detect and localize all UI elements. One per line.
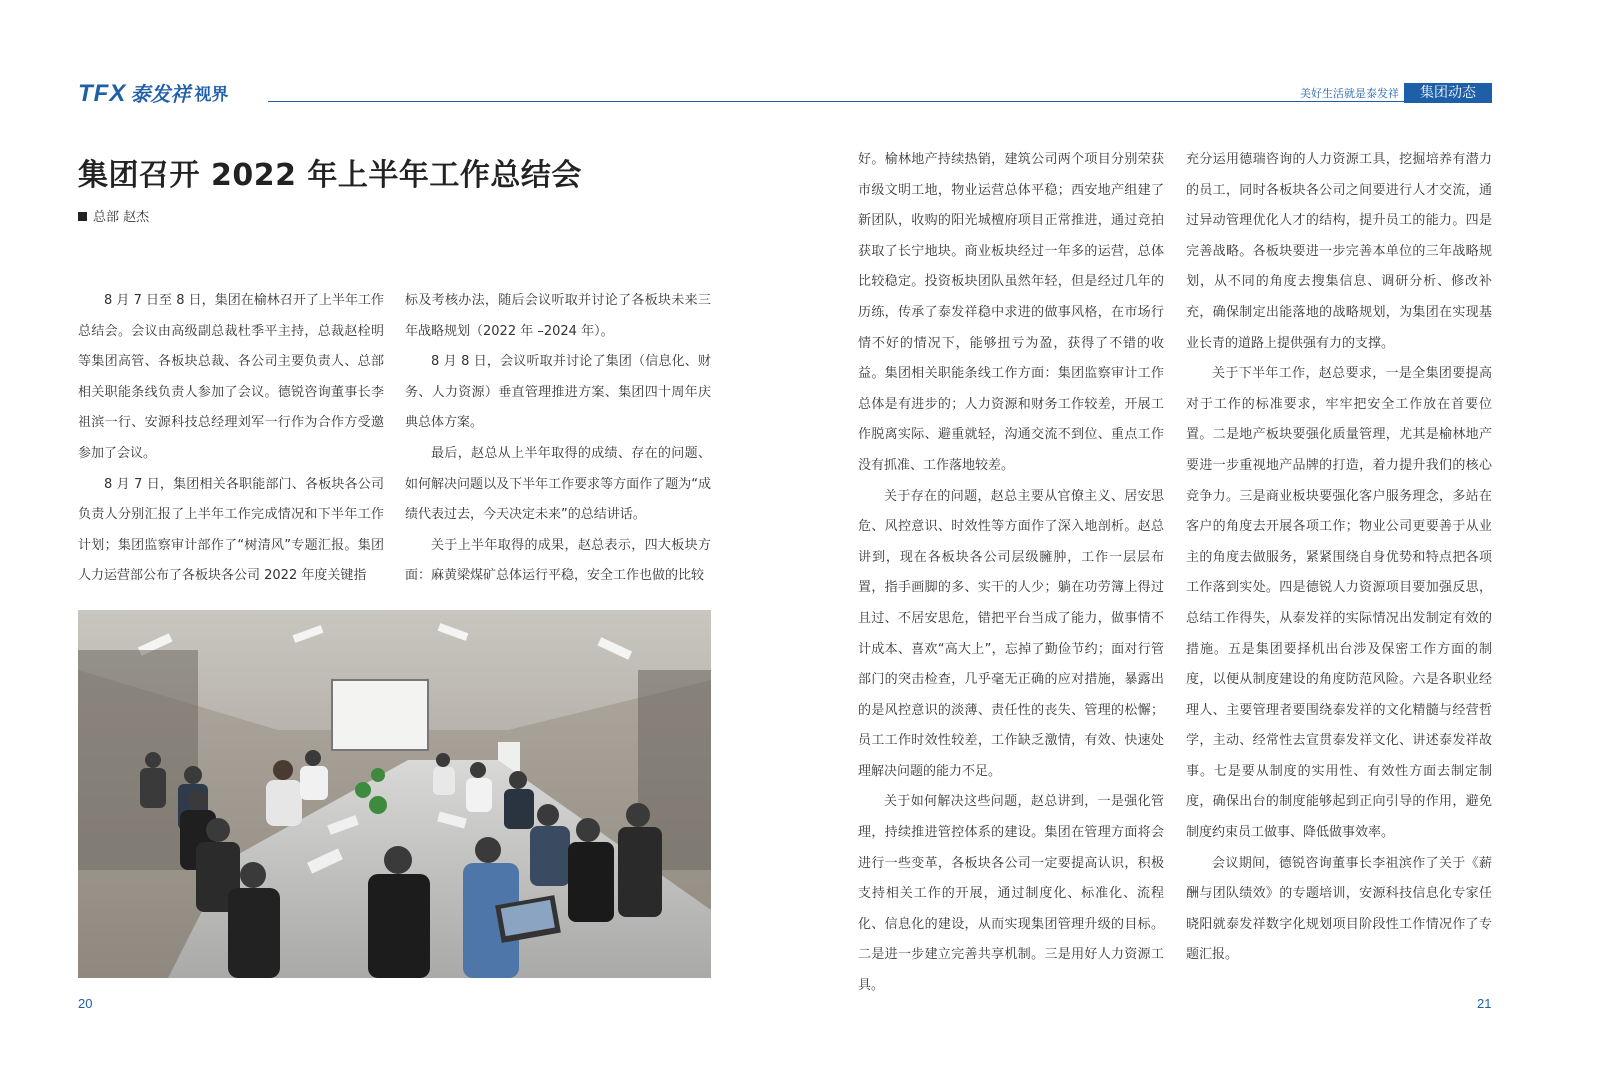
paragraph: 最后，赵总从上半年取得的成绩、存在的问题、如何解决问题以及下半年工作要求等方面作了题为“成绩代表过去，今天决定未来”的总结讲话。	[405, 445, 711, 523]
logo-tfx-text: TFX	[78, 80, 127, 107]
paragraph: 8 月 7 日至 8 日，集团在榆林召开了上半年工作总结会。会议由高级副总裁杜季平主持，总裁赵栓明等集团高管、各板块总裁、各公司主要负责人、总部相关职能条线负责人参加了会议。德锐咨询董事长李祖滨一行、安源科技总经理刘军一行作为合作方受邀参加了会议。	[78, 293, 384, 461]
section-tag: 集团动态	[1404, 83, 1492, 103]
text-column-3	[858, 145, 1164, 1002]
paragraph: 关于如何解决这些问题，赵总讲到，一是强化管理，持续推进管控体系的建设。集团在管理方面将会进行一些变革，各板块各公司一定要提高认识，积极支持相关工作的开展，通过制度化、标准化、流程化、信息化的建设，从而实现集团管理升级的目标。二是进一步建立完善共享机制。三是用好人力资源工具。	[858, 794, 1164, 994]
header-slogan: 美好生活就是泰发祥	[1300, 87, 1399, 100]
article-title: 集团召开 2022 年上半年工作总结会	[78, 158, 582, 193]
header-divider	[268, 101, 1408, 102]
paragraph: 关于下半年工作，赵总要求，一是全集团要提高对于工作的标准要求，牢牢把安全工作放在首要位置。二是地产板块要强化质量管理，尤其是榆林地产要进一步重视地产品牌的打造，着力提升我们的核心竞争力。三是商业板块要强化客户服务理念，多站在客户的角度去开展各项工作；物业公司更要善于从业主的角度去做服务，紧紧围绕自身优势和特点把各项工作落到实处。四是德锐人力资源项目要加强反思，总结工作得失，从泰发祥的实际情况出发制定有效的措施。五是集团要择机出台涉及保密工作方面的制度，以便从制度建设的角度防范风险。六是各职业经理人、主要管理者要围绕泰发祥的文化精髓与经营哲学，主动、经常性去宣贯泰发祥文化、讲述泰发祥故事。七是要从制度的实用性、有效性方面去制定制度，确保出台的制度能够起到正向引导的作用，避免制度约束员工做事、降低做事效率。	[1186, 366, 1492, 841]
text-column-4	[1186, 145, 1492, 971]
paragraph: 充分运用德瑞咨询的人力资源工具，挖掘培养有潜力的员工，同时各板块各公司之间要进行人才交流，通过异动管理优化人才的结构，提升员工的能力。四是完善战略。各板块要进一步完善本单位的三年战略规划，从不同的角度去搜集信息、调研分析、修改补充，确保制定出能落地的战略规划，为集团在实现基业长青的道路上提供强有力的支撑。	[1186, 152, 1492, 351]
paragraph: 8 月 7 日，集团相关各职能部门、各板块各公司负责人分别汇报了上半年工作完成情况和下半年工作计划；集团监察审计部作了“树清风”专题汇报。集团人力运营部公布了各板块各公司 2022 年度关键指	[78, 476, 384, 584]
page-number-right: 21	[1477, 996, 1492, 1011]
magazine-logo	[78, 80, 228, 106]
text-column-2	[405, 286, 711, 592]
logo-suffix: 视界	[194, 85, 229, 105]
paragraph: 标及考核办法，随后会议听取并讨论了各板块未来三年战略规划（2022 年 –2024 年）。	[405, 293, 711, 339]
logo-brand-name: 泰发祥	[130, 82, 191, 106]
paragraph: 关于存在的问题，赵总主要从官僚主义、居安思危、风控意识、时效性等方面作了深入地剖析。赵总讲到，现在各板块各公司层级臃肿，工作一层层布置，指手画脚的多、实干的人少；躺在功劳簿上得过且过、不居安思危，错把平台当成了能力，做事情不计成本、喜欢“高大上”，忘掉了勤俭节约；面对行管部门的突击检查，几乎毫无正确的应对措施，暴露出的是风控意识的淡薄、责任性的丧失、管理的松懈；员工工作时效性较差，工作缺乏激情，有效、快速处理解决问题的能力不足。	[858, 488, 1164, 779]
meeting-room-image	[78, 610, 711, 978]
byline-text: 总部 赵杰	[93, 210, 150, 225]
page-number-left: 20	[78, 996, 93, 1011]
article-byline	[78, 206, 149, 225]
text-column-1	[78, 286, 384, 592]
square-bullet-icon	[78, 212, 87, 221]
paragraph: 8 月 8 日，会议听取并讨论了集团（信息化、财务、人力资源）垂直管理推进方案、集团四十周年庆典总体方案。	[405, 354, 711, 431]
paragraph: 关于上半年取得的成果，赵总表示，四大板块方面：麻黄梁煤矿总体运行平稳，安全工作也做的比较	[405, 537, 711, 584]
paragraph: 会议期间，德锐咨询董事长李祖滨作了关于《薪酬与团队绩效》的专题培训，安源科技信息化专家任晓阳就泰发祥数字化规划项目阶段性工作情况作了专题汇报。	[1186, 855, 1492, 963]
meeting-photo	[78, 610, 711, 978]
paragraph: 好。榆林地产持续热销，建筑公司两个项目分别荣获市级文明工地，物业运营总体平稳；西安地产组建了新团队，收购的阳光城檀府项目正常推进，通过竞拍获取了长宁地块。商业板块经过一年多的运营，总体比较稳定。投资板块团队虽然年轻，但是经过几年的历练，传承了泰发祥稳中求进的做事风格，在市场行情不好的情况下，能够扭亏为盈，获得了不错的收益。集团相关职能条线工作方面：集团监察审计工作总体是有进步的；人力资源和财务工作较差，开展工作脱离实际、避重就轻，沟通交流不到位、重点工作没有抓准、工作落地较差。	[858, 152, 1164, 473]
